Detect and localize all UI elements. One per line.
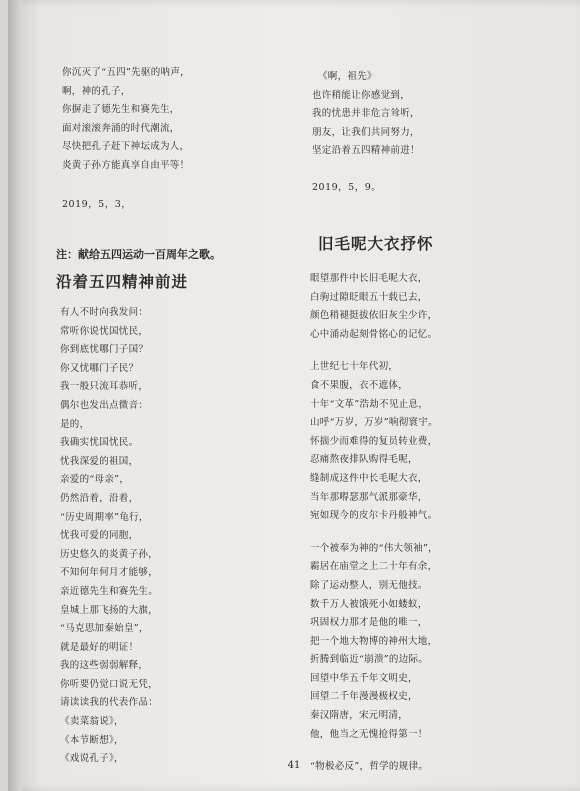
poem-line: 你摒走了德先生和赛先生，	[62, 104, 180, 116]
poem-line: 食不果腹，衣不遮体，	[310, 379, 409, 391]
poem-line: 缝制成这件中长毛呢大衣，	[310, 472, 428, 484]
poem-line: 朋友，让我们共同努力，	[312, 126, 420, 138]
poem-line: 啊，神的孔子，	[62, 85, 131, 97]
poem-line: 《戏说孔子》，	[60, 753, 124, 765]
poem-title: 沿着五四精神前进	[56, 272, 189, 291]
poem-note: 注：献给五四运动一百周年之歌。	[56, 248, 221, 261]
poem-line: 皇城上那飞扬的大旗，	[60, 604, 159, 616]
poem-stanza	[310, 540, 438, 745]
poem-line: 折腾到临近“崩溃”的边际。	[310, 654, 429, 666]
poem-line: 你听要仍觉口说无凭，	[60, 678, 159, 690]
poem-line: “历史周期率”龟行，	[60, 511, 149, 523]
poem-line: 仍然沿着，沿着，	[60, 492, 139, 504]
poem-line: “物极必反”，哲学的规律。	[310, 761, 429, 773]
poem-line: 尽快把孔子赶下神坛成为人，	[62, 141, 190, 153]
poem-line: 就是最好的明证！	[60, 641, 139, 653]
poem-line: 当年那嘚瑟那气派那豪华，	[310, 491, 428, 503]
poem-line: 忍痛熬夜排队购得毛呢，	[310, 454, 418, 466]
poem-line: 坚定沿着五四精神前进！	[312, 145, 420, 157]
book-spine	[8, 0, 22, 791]
poem-line: 面对滚滚奔涌的时代潮流，	[62, 122, 180, 134]
poem-line: 白驹过隙眨眼五十载已去，	[310, 291, 428, 303]
poem-line: 《啊，祖先》	[318, 71, 377, 82]
poem-line: 他，他当之无愧抢得第一！	[310, 728, 428, 740]
poem-line: “马克思加秦始皇”，	[60, 623, 149, 635]
poem-line: 眼望那件中长旧毛呢大衣，	[310, 273, 428, 284]
poem-line: 亲近德先生和赛先生。	[60, 585, 159, 597]
poem-line: 常听你说忧国忧民，	[60, 325, 149, 337]
poem-line: 我确实忧国忧民。	[60, 437, 139, 449]
left-top-fragment	[62, 64, 190, 210]
poem-line: 把一个地大物博的神州大地，	[310, 635, 438, 647]
poem-line: 你到底忧哪门子国？	[60, 344, 149, 356]
poem-line: 颜色稍褪挺拔依旧灰尘少许，	[310, 310, 438, 322]
poem-line: 巩固权力那才是他的唯一，	[310, 617, 428, 629]
poem-line: 霸居在庙堂之上二十年有余，	[310, 561, 438, 573]
poem-line: 亲爱的“母亲”，	[60, 474, 130, 486]
poem-line: 我的忧患并非危言耸听，	[312, 108, 420, 120]
poem-line: 我一般只流耳恭听，	[60, 381, 149, 393]
poem-line: 请读读我的代表作品：	[60, 697, 159, 709]
poem-line: 忧我可爱的同胞，	[60, 530, 139, 542]
poem-line: 回望二千年漫漫极权史，	[310, 691, 418, 703]
poem-line: 也许稍能让你感觉到，	[312, 89, 411, 101]
page-number: 41	[287, 760, 301, 771]
poem-line: 炎黄子孙方能真享自由平等！	[62, 159, 190, 171]
poem-line: 十年“文革”浩劫不见止息，	[310, 398, 429, 410]
poem-line: 我的这些弱弱解释，	[60, 660, 149, 672]
poem-line: 你沉灭了“五四”先驱的呐声，	[62, 67, 190, 78]
poem-line: 《本节断想》，	[60, 734, 124, 746]
poem-title: 旧毛呢大衣抒怀	[318, 234, 434, 253]
poem-date: 2019，5，9。	[312, 181, 382, 193]
poem-date: 2019，5，3，	[62, 198, 132, 210]
poem-body	[56, 304, 221, 769]
poem-line: 怀揣少而难得的复员转业费，	[310, 435, 438, 447]
poem-line: 有人不时向我发问：	[60, 307, 149, 318]
poem-line: 回望中华五千年文明史，	[310, 672, 418, 684]
poem-line: 山呼“万岁，万岁”响彻寰宇。	[310, 417, 438, 429]
poem-stanza	[310, 270, 438, 344]
poem-line: 忧我深爱的祖国，	[60, 455, 139, 467]
poem-stanza	[310, 358, 438, 525]
poem-line: 除了运动整人，别无他技。	[310, 579, 428, 591]
right-poem	[310, 232, 438, 777]
poem-line: 历史悠久的炎黄子孙，	[60, 548, 159, 560]
poem-line: 偶尔也发出点微音：	[60, 399, 149, 411]
poem-line: 秦汉隋唐，宋元明清，	[310, 710, 409, 722]
left-poem	[56, 246, 221, 769]
poem-line: 宛如现今的皮尔卡丹般神气。	[310, 510, 438, 522]
right-top-fragment	[312, 68, 420, 193]
poem-line: 不知何年何月才能够，	[60, 567, 159, 579]
book-page	[8, 0, 580, 791]
poem-line: 是的，	[60, 418, 90, 430]
poem-line: 心中涌动起刻骨铭心的记忆。	[310, 328, 438, 340]
poem-line: 上世纪七十年代初，	[310, 361, 399, 373]
poem-line: 一个被奉为神的“伟大领袖”，	[310, 542, 438, 554]
poem-line: 《卖菜翁说》，	[60, 716, 124, 728]
poem-line: 你又忧哪门子民？	[60, 362, 139, 374]
poem-line: 数千万人被饿死小如蝼蚁，	[310, 598, 428, 610]
